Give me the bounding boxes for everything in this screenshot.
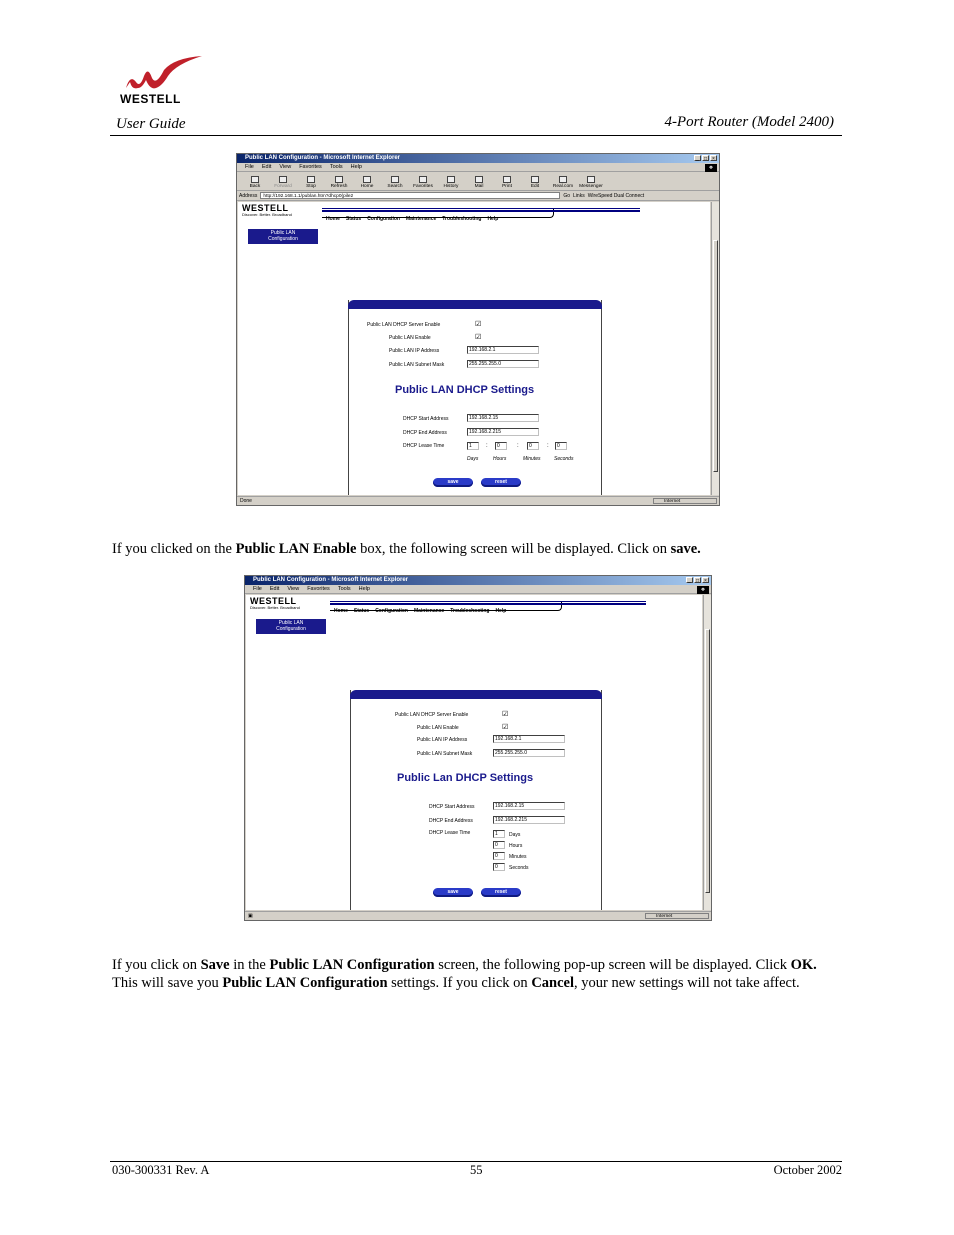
dhcp-start-input[interactable]: 192.168.2.15 <box>467 414 539 422</box>
ip-address-label: Public LAN IP Address <box>389 348 440 354</box>
forward-arrow-icon <box>279 176 287 183</box>
lease-days-input[interactable]: 1 <box>493 830 505 838</box>
home-icon <box>363 176 371 183</box>
subnet-mask-input[interactable]: 255.255.255.0 <box>467 360 539 368</box>
subnet-mask-label: Public LAN Subnet Mask <box>417 751 473 757</box>
screenshot-2 <box>244 575 712 921</box>
menu-tools[interactable]: Tools <box>329 164 343 170</box>
dhcp-end-input[interactable]: 192.168.2.215 <box>467 428 539 436</box>
dhcp-start-label: DHCP Start Address <box>429 804 475 810</box>
tab-maintenance[interactable]: Maintenance <box>405 216 437 222</box>
lease-minutes-input[interactable]: 0 <box>493 852 505 860</box>
lease-hours-input[interactable]: 0 <box>493 841 505 849</box>
panel-header <box>350 690 602 699</box>
status-text: Done <box>240 498 252 504</box>
footer-date: October 2002 <box>773 1163 842 1177</box>
links-label[interactable]: Links <box>573 192 585 199</box>
config-panel <box>348 300 602 495</box>
zone-indicator: Internet <box>645 913 709 919</box>
save-button[interactable]: save <box>433 888 473 897</box>
screenshot-1 <box>236 153 720 506</box>
forward-button[interactable]: Forward <box>271 176 295 190</box>
app-tagline: Discover. Better. Broadband <box>250 605 300 610</box>
page-icon: ▣ <box>248 913 253 919</box>
sidebar-public-lan-button[interactable]: Public LAN Configuration <box>248 229 318 244</box>
stop-button[interactable]: Stop <box>299 176 323 190</box>
maximize-icon[interactable]: □ <box>703 156 708 162</box>
menu-help[interactable]: Help <box>358 586 370 592</box>
dhcp-lease-label: DHCP Lease Time <box>429 830 471 836</box>
menu-file[interactable]: File <box>253 586 262 592</box>
minimize-icon[interactable]: _ <box>694 155 701 161</box>
tab-troubleshooting[interactable]: Troubleshooting <box>442 216 482 222</box>
page-content <box>246 595 702 910</box>
dhcp-end-input[interactable]: 192.168.2.215 <box>493 816 565 824</box>
search-icon <box>391 176 399 183</box>
nav-tabs <box>334 608 506 614</box>
dhcp-start-label: DHCP Start Address <box>403 416 449 422</box>
menu-edit[interactable]: Edit <box>261 164 272 170</box>
messenger-icon <box>587 176 595 183</box>
menu-bar <box>237 163 719 172</box>
header-product-name: 4-Port Router (Model 2400) <box>664 114 834 130</box>
lease-seconds-input[interactable]: 0 <box>493 863 505 871</box>
unit-hours: Hours <box>493 456 507 462</box>
print-icon <box>503 176 511 183</box>
favorites-icon <box>419 176 427 183</box>
app-brand: WESTELL <box>242 203 289 213</box>
nav-tabs <box>326 216 498 222</box>
refresh-button[interactable]: Refresh <box>327 176 351 190</box>
unit-minutes: Minutes <box>509 854 527 860</box>
save-button[interactable]: save <box>433 478 473 487</box>
back-arrow-icon <box>251 176 259 183</box>
vertical-scrollbar[interactable] <box>711 202 719 495</box>
tab-troubleshooting[interactable]: Troubleshooting <box>450 608 490 614</box>
minimize-icon[interactable]: _ <box>686 577 693 583</box>
close-icon[interactable]: × <box>710 155 717 161</box>
subnet-mask-input[interactable]: 255.255.255.0 <box>493 749 565 757</box>
tab-status[interactable]: Status <box>345 216 362 222</box>
realcom-button[interactable]: Real.com <box>551 176 575 190</box>
dhcp-server-enable-checkbox[interactable]: ☑ <box>475 321 482 328</box>
nav-stripes <box>330 601 646 605</box>
edit-icon <box>531 176 539 183</box>
lease-separator: : <box>517 443 519 449</box>
tab-configuration[interactable]: Configuration <box>375 608 408 614</box>
refresh-icon <box>335 176 343 183</box>
lan-enable-checkbox[interactable]: ☑ <box>502 724 509 731</box>
tab-status[interactable]: Status <box>353 608 370 614</box>
home-button[interactable]: Home <box>355 176 379 190</box>
dhcp-end-label: DHCP End Address <box>403 430 447 436</box>
lease-separator: : <box>547 443 549 449</box>
history-icon <box>447 176 455 183</box>
reset-button[interactable]: reset <box>481 888 521 897</box>
header-doc-title: User Guide <box>116 116 186 132</box>
unit-minutes: Minutes <box>523 456 541 462</box>
lan-enable-checkbox[interactable]: ☑ <box>475 334 482 341</box>
dhcp-server-enable-label: Public LAN DHCP Server Enable <box>395 712 469 718</box>
ip-address-label: Public LAN IP Address <box>417 737 468 743</box>
unit-days: Days <box>467 456 479 462</box>
close-icon[interactable]: × <box>702 577 709 583</box>
search-button[interactable]: Search <box>383 176 407 190</box>
app-brand: WESTELL <box>250 596 297 606</box>
unit-seconds: Seconds <box>509 865 529 871</box>
footer-doc-number: 030-300331 Rev. A <box>112 1163 210 1177</box>
scrollbar-thumb[interactable] <box>705 629 710 893</box>
go-button[interactable]: Go <box>563 192 571 199</box>
lease-seconds-input[interactable]: 0 <box>555 442 567 450</box>
footer-rule <box>110 1161 842 1162</box>
tab-home[interactable]: Home <box>326 216 340 222</box>
header-rule <box>110 135 842 136</box>
app-tagline: Discover. Better. Broadband <box>242 212 292 217</box>
window-title: Public LAN Configuration - Microsoft Internet Explorer <box>245 576 711 585</box>
menu-file[interactable]: File <box>245 164 254 170</box>
window-controls <box>686 577 709 583</box>
dhcp-settings-title: Public Lan DHCP Settings <box>397 772 534 784</box>
unit-days: Days <box>509 832 521 838</box>
favorites-button[interactable]: Favorites <box>411 176 435 190</box>
unit-seconds: Seconds <box>554 456 574 462</box>
status-bar <box>237 496 719 505</box>
menu-view[interactable]: View <box>287 586 300 592</box>
paragraph-2: If you click on Save in the Public LAN Configuration screen, the following pop-up screen will be displayed. Click OK. This will save you Public LAN Configuration settings. If you click on Cancel, your new settings will not take affect. <box>112 957 817 991</box>
tab-help[interactable]: Help <box>495 608 507 614</box>
links-item[interactable]: WireSpeed Dual Connect <box>587 192 645 199</box>
scrollbar-thumb[interactable] <box>713 240 718 472</box>
tab-home[interactable]: Home <box>334 608 348 614</box>
lease-minutes-input[interactable]: 0 <box>527 442 539 450</box>
footer-page-number: 55 <box>470 1163 483 1177</box>
maximize-icon[interactable]: □ <box>695 578 700 584</box>
menu-bar <box>245 585 711 594</box>
print-button[interactable]: Print <box>495 176 519 190</box>
back-button[interactable]: Back <box>243 176 267 190</box>
menu-favorites[interactable]: Favorites <box>307 586 330 592</box>
menu-help[interactable]: Help <box>350 164 362 170</box>
mail-icon <box>475 176 483 183</box>
ip-address-input[interactable]: 192.168.2.1 <box>467 346 539 354</box>
dhcp-start-input[interactable]: 192.168.2.15 <box>493 802 565 810</box>
lease-separator: : <box>486 443 488 449</box>
westell-logo <box>112 52 204 108</box>
address-label: Address <box>239 192 258 199</box>
address-bar <box>237 191 719 201</box>
mail-button[interactable]: Mail <box>467 176 491 190</box>
subnet-mask-label: Public LAN Subnet Mask <box>389 362 445 368</box>
tab-maintenance[interactable]: Maintenance <box>413 608 445 614</box>
menu-view[interactable]: View <box>279 164 292 170</box>
dhcp-server-enable-label: Public LAN DHCP Server Enable <box>367 322 441 328</box>
sidebar-public-lan-button[interactable]: Public LAN Configuration <box>256 619 326 634</box>
dhcp-lease-label: DHCP Lease Time <box>403 443 445 449</box>
paragraph-1: If you clicked on the Public LAN Enable box, the following screen will be displayed. Click on save. <box>112 541 701 557</box>
vertical-scrollbar[interactable] <box>703 595 711 910</box>
ip-address-input[interactable]: 192.168.2.1 <box>493 735 565 743</box>
logo-wordmark: WESTELL <box>120 92 181 106</box>
windows-logo-icon: ❖ <box>705 164 717 172</box>
dhcp-end-label: DHCP End Address <box>429 818 473 824</box>
panel-header <box>348 300 602 309</box>
menu-favorites[interactable]: Favorites <box>299 164 322 170</box>
window-title: Public LAN Configuration - Microsoft Internet Explorer <box>237 154 719 163</box>
lease-days-input[interactable]: 1 <box>467 442 479 450</box>
tab-help[interactable]: Help <box>487 216 499 222</box>
menu-tools[interactable]: Tools <box>337 586 351 592</box>
zone-indicator: Internet <box>653 498 717 504</box>
realcom-icon <box>559 176 567 183</box>
reset-button[interactable]: reset <box>481 478 521 487</box>
page-content <box>238 202 710 495</box>
window-controls <box>694 155 717 161</box>
dhcp-settings-title: Public LAN DHCP Settings <box>395 384 535 396</box>
edit-button[interactable]: Edit <box>523 176 547 190</box>
config-panel <box>350 690 602 910</box>
messenger-button[interactable]: Messenger <box>579 176 603 190</box>
status-bar <box>245 911 711 920</box>
nav-stripes <box>322 208 640 212</box>
unit-hours: Hours <box>509 843 523 849</box>
windows-logo-icon: ❖ <box>697 586 709 594</box>
address-input[interactable]: http://192.168.1.1/publan.htm?dhcp0(pile2 <box>260 192 560 199</box>
stop-icon <box>307 176 315 183</box>
dhcp-server-enable-checkbox[interactable]: ☑ <box>502 711 509 718</box>
tab-configuration[interactable]: Configuration <box>367 216 400 222</box>
history-button[interactable]: History <box>439 176 463 190</box>
menu-edit[interactable]: Edit <box>269 586 280 592</box>
lan-enable-label: Public LAN Enable <box>389 335 431 341</box>
browser-toolbar <box>237 172 719 191</box>
lan-enable-label: Public LAN Enable <box>417 725 459 731</box>
lease-hours-input[interactable]: 0 <box>495 442 507 450</box>
